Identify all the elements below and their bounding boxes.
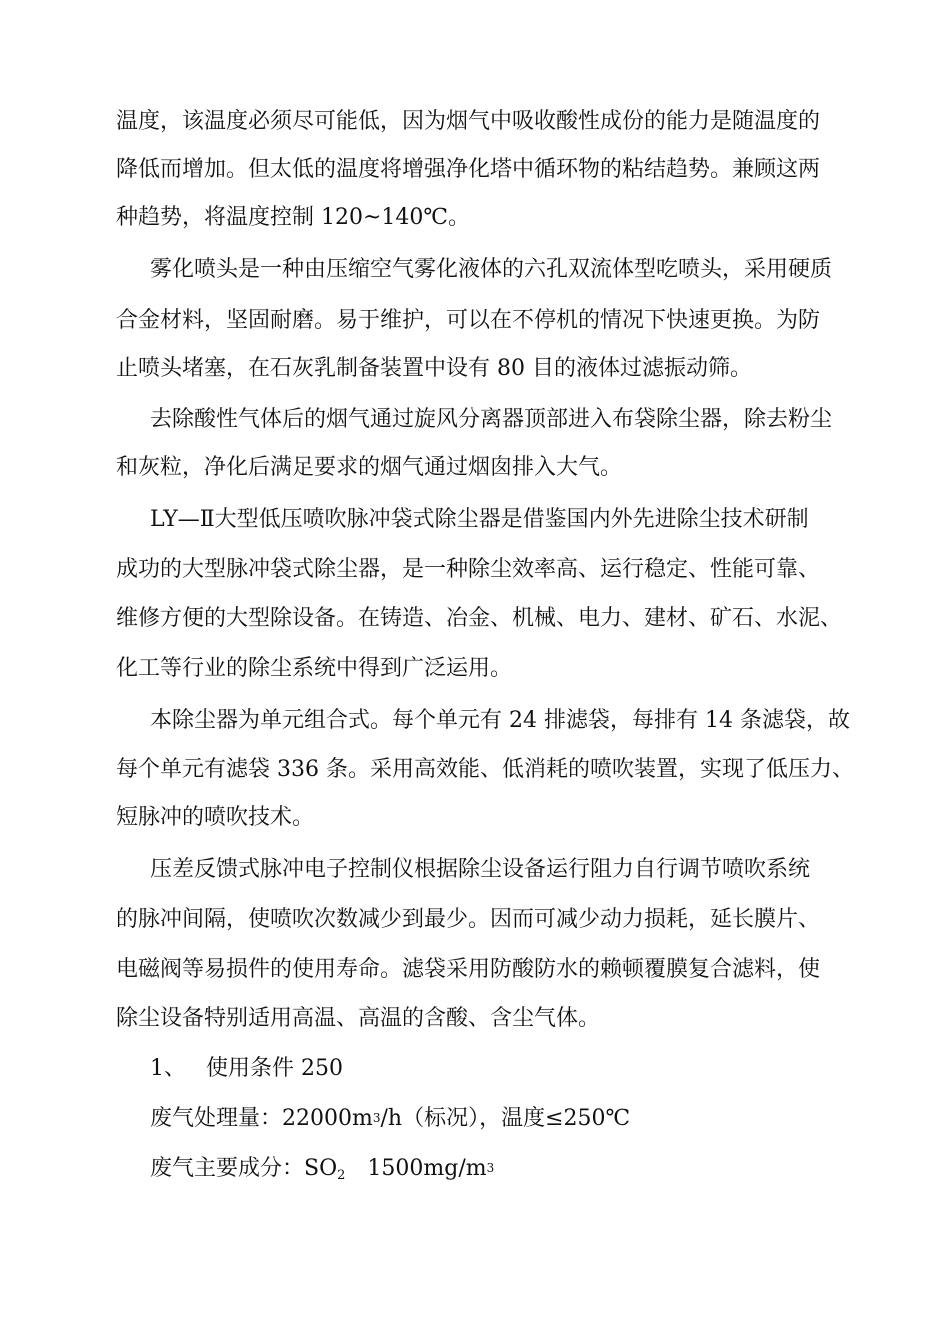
paragraph-5-line-3: 短脉冲的喷吹技术。: [116, 805, 315, 830]
paragraph-1-line-3: 种趋势，将温度控制 120~140℃。: [116, 205, 471, 230]
list-item-text: 使用条件 250: [206, 1056, 343, 1081]
paragraph-4-line-2: 成功的大型脉冲袋式除尘器，是一种除尘效率高、运行稳定、性能可靠、: [116, 557, 821, 582]
spec-gas-composition: [150, 1154, 856, 1184]
spec-gas-volume-label: 废气处理量：22000m: [150, 1106, 373, 1131]
paragraph-3-line-2: 和灰粒，净化后满足要求的烟气通过烟囱排入大气。: [116, 455, 623, 480]
paragraph-3-line-1: 去除酸性气体后的烟气通过旋风分离器顶部进入布袋除尘器，除去粉尘: [150, 407, 833, 432]
spec-gas-volume: [150, 1104, 856, 1134]
paragraph-4-line-3: 维修方便的大型除设备。在铸造、冶金、机械、电力、建材、矿石、水泥、: [116, 606, 843, 631]
list-item-number: 1、: [150, 1056, 186, 1081]
paragraph-6-line-1: 压差反馈式脉冲电子控制仪根据除尘设备运行阻力自行调节喷吹系统: [150, 857, 811, 882]
paragraph-6-line-2: 的脉冲间隔，使喷吹次数减少到最少。因而可减少动力损耗，延长膜片、: [116, 907, 821, 932]
list-item-1: [150, 1054, 856, 1084]
spec-gas-composition-label: 废气主要成分：SO: [150, 1156, 338, 1181]
spec-gas-composition-rest: 1500mg/m: [345, 1156, 487, 1181]
paragraph-1-line-2: 降低而增加。但太低的温度将增强净化塔中循环物的粘结趋势。兼顾这两: [116, 157, 821, 182]
spec-gas-composition-sub: 2: [337, 1168, 346, 1183]
spec-gas-composition-sup: 3: [486, 1161, 495, 1175]
paragraph-1-line-1: 温度，该温度必须尽可能低，因为烟气中吸收酸性成份的能力是随温度的: [116, 109, 821, 134]
spec-gas-volume-sup: 3: [372, 1111, 381, 1125]
paragraph-2-line-1: 雾化喷头是一种由压缩空气雾化液体的六孔双流体型吃喷头，采用硬质: [150, 257, 833, 282]
paragraph-6-line-3: 电磁阀等易损件的使用寿命。滤袋采用防酸防水的赖顿覆膜复合滤料，使: [116, 957, 821, 982]
paragraph-2-line-3: 止喷头堵塞，在石灰乳制备装置中设有 80 目的液体过滤振动筛。: [116, 356, 752, 381]
paragraph-5-line-1: 本除尘器为单元组合式。每个单元有 24 排滤袋，每排有 14 条滤袋，故: [150, 708, 850, 733]
paragraph-2-line-2: 合金材料，坚固耐磨。易于维护，可以在不停机的情况下快速更换。为防: [116, 308, 821, 333]
paragraph-6-line-4: 除尘设备特别适用高温、高温的含酸、含尘气体。: [116, 1006, 601, 1031]
paragraph-4-line-4: 化工等行业的除尘系统中得到广泛运用。: [116, 656, 513, 681]
spec-gas-volume-rest: /h（标况），温度≤250℃: [380, 1106, 631, 1131]
paragraph-4-line-1: LY—Ⅱ大型低压喷吹脉冲袋式除尘器是借鉴国内外先进除尘技术研制: [150, 507, 809, 532]
paragraph-5-line-2: 每个单元有滤袋 336 条。采用高效能、低消耗的喷吹装置，实现了低压力、: [116, 757, 854, 782]
